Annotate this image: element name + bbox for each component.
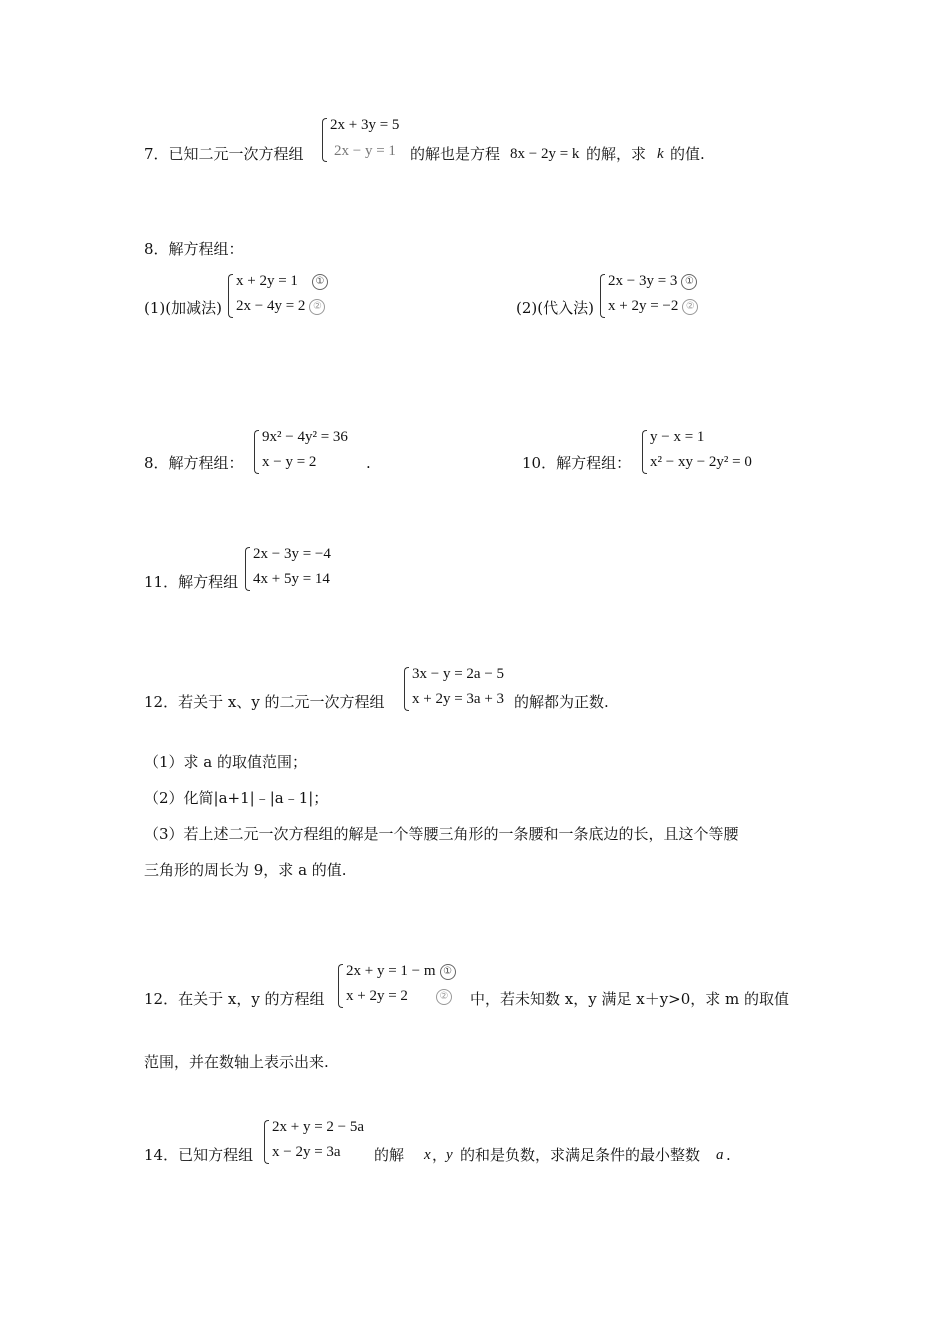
question-3-line-1: （3）若上述二元一次方程组的解是一个等腰三角形的一条腰和一条底边的长，且这个等腰 [144, 825, 739, 843]
problem-14-var-y: y [446, 1147, 453, 1163]
marker-2: ② [309, 299, 325, 315]
problem-11-prefix: 11．解方程组 [144, 573, 239, 591]
problem-8b-dot: . [366, 454, 371, 472]
problem-12a-prefix: 12．若关于 x、y 的二元一次方程组 [144, 693, 385, 711]
brace [404, 667, 409, 711]
equation-1: 2x − 3y = 3 ① [608, 272, 697, 290]
equation-1: 2x + y = 1 − m ① [346, 962, 456, 980]
equation-1: 2x + y = 2 − 5a [272, 1119, 365, 1135]
problem-14-var-x: x [424, 1147, 431, 1163]
problem-7-after: 的解，求 [586, 145, 647, 163]
problem-12b-prefix: 12．在关于 x，y 的方程组 [144, 990, 325, 1008]
problem-14-middle: 的解 [374, 1146, 405, 1164]
problem-8b-prefix: 8．解方程组： [144, 454, 244, 472]
marker-1: ① [681, 274, 697, 290]
marker-2: ② [436, 989, 452, 1005]
brace [338, 964, 343, 1008]
equation-2: x + 2y = −2 ② [608, 297, 698, 315]
problem-10-prefix: 10．解方程组： [522, 454, 632, 472]
brace [245, 547, 250, 591]
equation-1: 2x − 3y = −4 [253, 546, 331, 562]
problem-7-middle: 的解也是方程 [410, 145, 501, 163]
equation-2: 4x + 5y = 14 [253, 571, 330, 587]
question-3-line-2: 三角形的周长为 9，求 a 的值. [144, 861, 347, 879]
equation-1: y − x = 1 [650, 429, 705, 445]
brace [254, 430, 259, 474]
question-2: （2）化简|a+1|﹣|a﹣1|； [144, 789, 329, 807]
equation-2: x + 2y = 3a + 3 [412, 691, 505, 707]
part-1-label: (1)(加减法) [144, 299, 222, 317]
part-2-label: (2)(代入法) [516, 299, 594, 317]
equation-2: 2x − 4y = 2 ② [236, 297, 325, 315]
problem-14-end: . [726, 1146, 731, 1164]
question-1: （1）求 a 的取值范围； [144, 753, 308, 771]
equation-2: x − 2y = 3a [272, 1144, 341, 1160]
equation-2: x + 2y = 2 ② [346, 987, 452, 1005]
problem-8a-title: 8．解方程组： [144, 240, 244, 258]
equation-2: x − y = 2 [262, 454, 317, 470]
brace [600, 274, 605, 318]
problem-7-var: k [657, 146, 664, 162]
brace [264, 1120, 269, 1164]
problem-14-prefix: 14．已知方程组 [144, 1146, 254, 1164]
problem-14-comma: ， [432, 1146, 448, 1164]
marker-1: ① [312, 274, 328, 290]
problem-12b-line-2: 范围，并在数轴上表示出来. [144, 1053, 329, 1071]
marker-2: ② [682, 299, 698, 315]
problem-12b-suffix: 中，若未知数 x，y 满足 x＋y>0，求 m 的取值 [470, 990, 790, 1008]
problem-14-suffix: 的和是负数，求满足条件的最小整数 [460, 1146, 701, 1164]
equation-1: x + 2y = 1 ① [236, 272, 328, 290]
problem-7-inline-equation: 8x − 2y = k [510, 146, 580, 162]
brace [228, 274, 233, 318]
brace [322, 118, 327, 162]
equation-2: x² − xy − 2y² = 0 [650, 454, 752, 470]
equation-1: 9x² − 4y² = 36 [262, 429, 348, 445]
problem-7-suffix: 的值. [670, 145, 705, 163]
equation-1: 2x + 3y = 5 [330, 117, 400, 133]
problem-12a-suffix: 的解都为正数. [514, 693, 609, 711]
brace [642, 430, 647, 474]
problem-7-prefix: 7．已知二元一次方程组 [144, 145, 304, 163]
marker-1: ① [440, 964, 456, 980]
equation-1: 3x − y = 2a − 5 [412, 666, 505, 682]
problem-14-var-a: a [716, 1147, 724, 1163]
equation-2: 2x − y = 1 [334, 143, 396, 159]
